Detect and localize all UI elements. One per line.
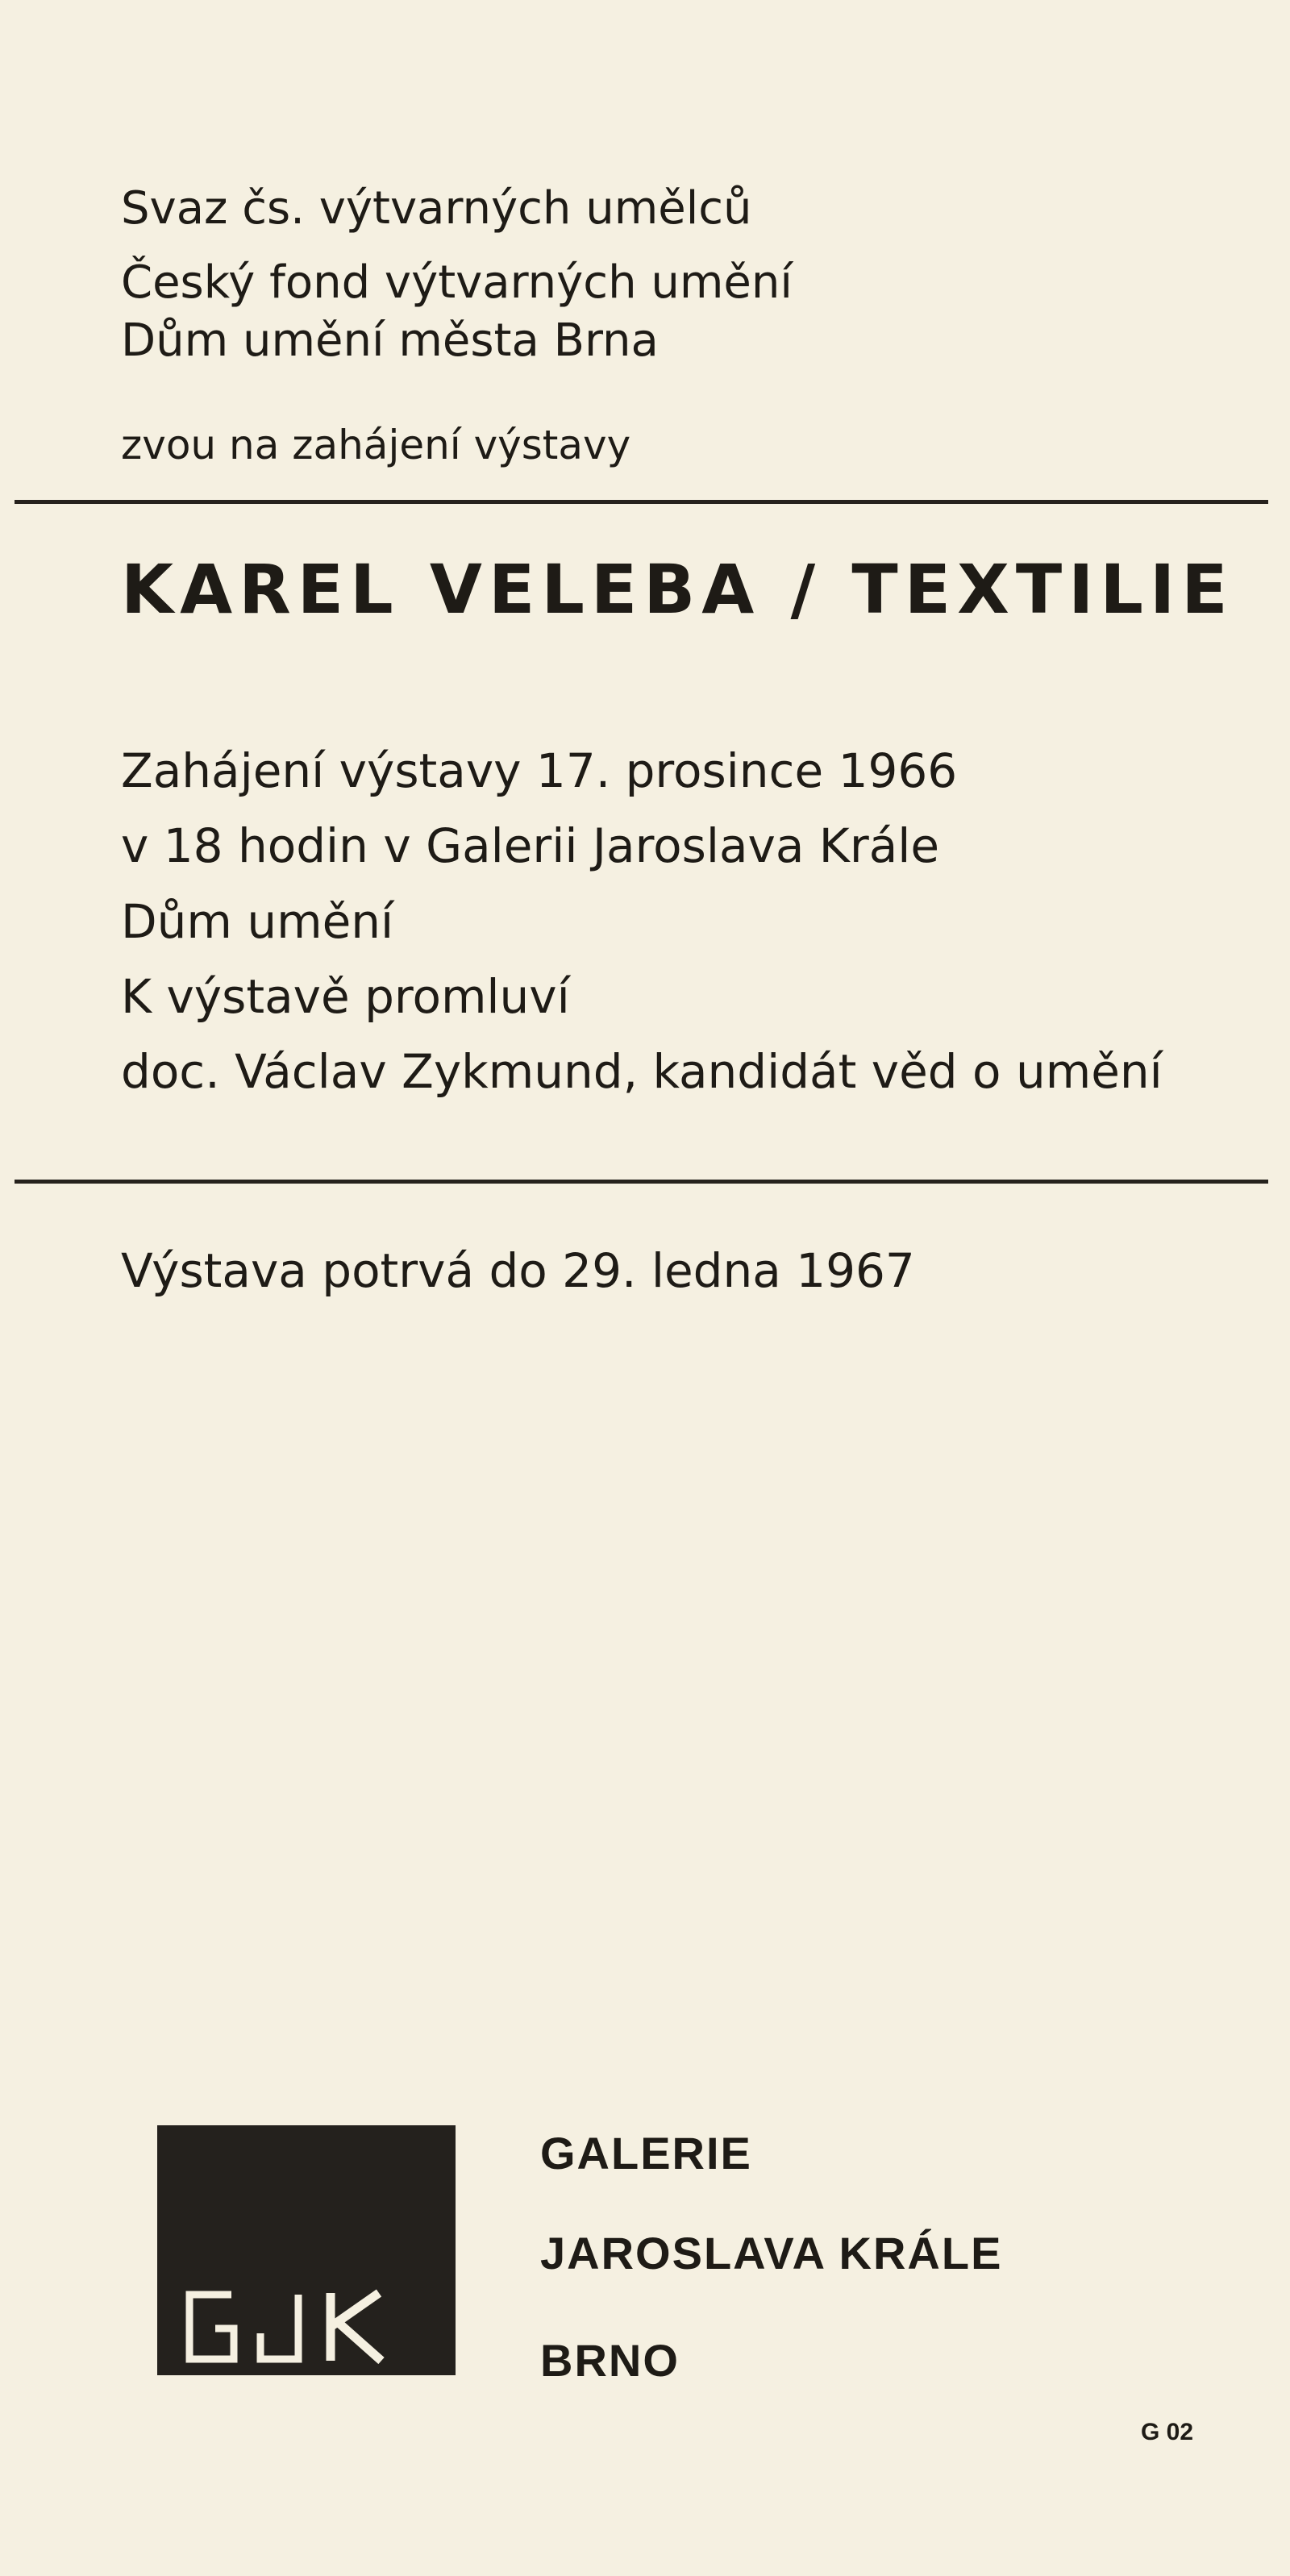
- invitation-text: zvou na zahájení výstavy: [121, 422, 631, 468]
- detail-line: v 18 hodin v Galerii Jaroslava Krále: [121, 818, 940, 873]
- detail-line: K výstavě promluví: [121, 969, 570, 1024]
- organization-line: Svaz čs. výtvarných umělců: [121, 182, 752, 235]
- gallery-city-line: BRNO: [540, 2335, 680, 2386]
- organization-line: Dům umění města Brna: [121, 314, 659, 367]
- gjk-logo-icon: [157, 2125, 456, 2375]
- gjk-logo-mark: [157, 2125, 456, 2375]
- divider-bottom: [15, 1180, 1268, 1184]
- detail-line: doc. Václav Zykmund, kandidát věd o umění: [121, 1044, 1163, 1099]
- catalog-code: G 02: [1141, 2419, 1194, 2445]
- detail-line: Zahájení výstavy 17. prosince 1966: [121, 743, 958, 798]
- exhibition-title: KAREL VELEBA / TEXTILIE: [121, 550, 1234, 629]
- detail-line: Dům umění: [121, 894, 394, 949]
- gallery-name-line: JAROSLAVA KRÁLE: [540, 2228, 1003, 2278]
- organization-line: Český fond výtvarných umění: [121, 256, 793, 309]
- divider-top: [15, 500, 1268, 504]
- gallery-name-line: GALERIE: [540, 2128, 752, 2179]
- exhibition-duration: Výstava potrvá do 29. ledna 1967: [121, 1243, 915, 1298]
